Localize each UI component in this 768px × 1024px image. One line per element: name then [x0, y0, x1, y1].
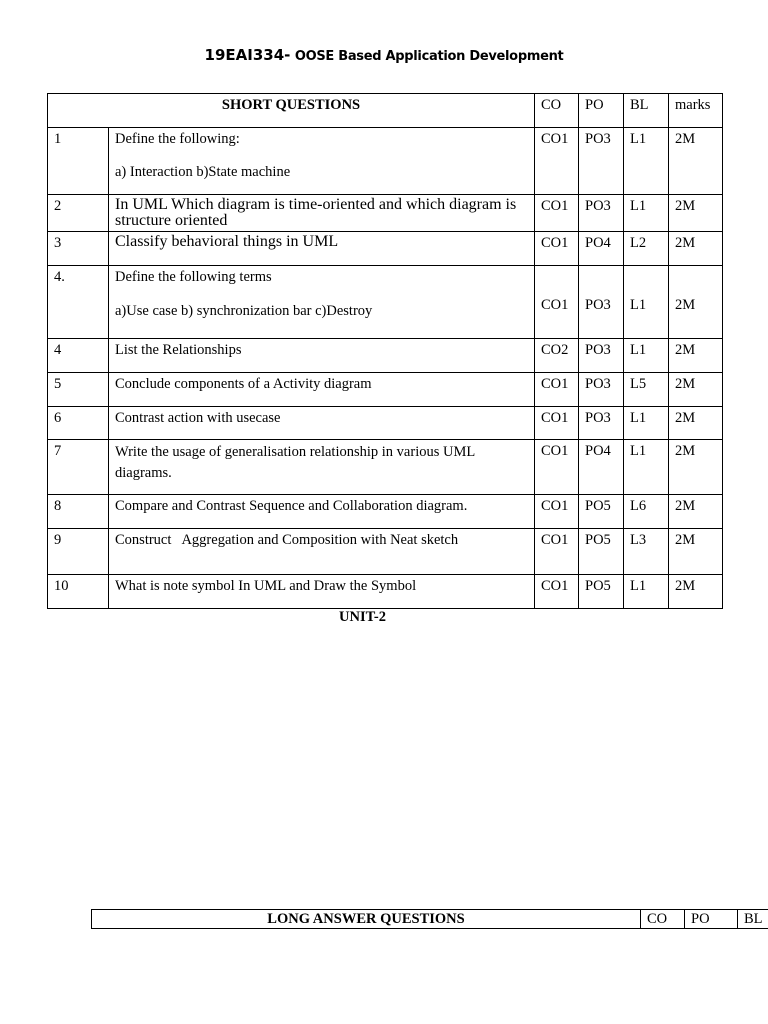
po-cell: PO5	[579, 575, 624, 609]
po-cell: PO4	[579, 440, 624, 495]
table-row	[48, 575, 723, 609]
question-number: 10	[48, 575, 109, 609]
po-cell: PO3	[579, 266, 624, 339]
co-cell: CO1	[535, 529, 579, 575]
question-number: 4	[48, 339, 109, 373]
marks-cell: 2M	[669, 440, 723, 495]
bl-cell: L1	[624, 266, 669, 339]
question-text	[109, 128, 535, 195]
question-line: Define the following terms	[115, 269, 272, 285]
po-cell: PO3	[579, 373, 624, 407]
col-header-marks: marks	[669, 94, 723, 128]
question-text: Classify behavioral things in UML	[109, 232, 535, 266]
question-number: 4.	[48, 266, 109, 339]
table-row	[48, 232, 723, 266]
co-cell: CO1	[535, 128, 579, 195]
long-answer-heading: LONG ANSWER QUESTIONS	[92, 910, 641, 929]
marks-cell: 2M	[669, 195, 723, 232]
col-header-po: PO	[685, 910, 738, 929]
long-answer-table	[91, 909, 768, 929]
marks-cell: 2M	[669, 128, 723, 195]
question-text: In UML Which diagram is time-oriented and which diagram is structure oriented	[109, 195, 535, 232]
po-cell: PO3	[579, 128, 624, 195]
question-text: Contrast action with usecase	[109, 407, 535, 440]
question-text	[109, 266, 535, 339]
co-cell: CO1	[535, 373, 579, 407]
bl-cell: L2	[624, 232, 669, 266]
document-title	[0, 46, 768, 64]
po-cell: PO5	[579, 529, 624, 575]
bl-cell: L5	[624, 373, 669, 407]
table-row	[48, 195, 723, 232]
question-line: Define the following:	[115, 131, 240, 147]
question-number: 2	[48, 195, 109, 232]
question-number: 6	[48, 407, 109, 440]
bl-cell: L1	[624, 440, 669, 495]
question-number: 9	[48, 529, 109, 575]
bl-cell: L1	[624, 407, 669, 440]
col-header-co: CO	[641, 910, 685, 929]
table-row	[48, 266, 723, 339]
marks-cell: 2M	[669, 575, 723, 609]
co-cell: CO2	[535, 339, 579, 373]
col-header-co: CO	[535, 94, 579, 128]
table-header-row	[48, 94, 723, 128]
bl-cell: L1	[624, 575, 669, 609]
question-text: Conclude components of a Activity diagram	[109, 373, 535, 407]
table-row	[48, 128, 723, 195]
question-number: 8	[48, 495, 109, 529]
co-cell: CO1	[535, 440, 579, 495]
marks-cell: 2M	[669, 266, 723, 339]
col-header-bl: BL	[624, 94, 669, 128]
bl-cell: L1	[624, 339, 669, 373]
question-text: List the Relationships	[109, 339, 535, 373]
short-questions-heading: SHORT QUESTIONS	[48, 94, 535, 128]
short-questions-table	[47, 93, 723, 609]
co-cell: CO1	[535, 232, 579, 266]
marks-cell: 2M	[669, 232, 723, 266]
question-text: What is note symbol In UML and Draw the Symbol	[109, 575, 535, 609]
marks-cell: 2M	[669, 495, 723, 529]
course-name: OOSE Based Application Development	[294, 49, 564, 64]
unit-heading: UNIT-2	[339, 609, 387, 625]
co-cell: CO1	[535, 575, 579, 609]
marks-cell: 2M	[669, 373, 723, 407]
question-number: 5	[48, 373, 109, 407]
col-header-bl: BL	[738, 910, 768, 929]
question-number: 3	[48, 232, 109, 266]
table-row	[48, 339, 723, 373]
table-row	[48, 407, 723, 440]
question-number: 7	[48, 440, 109, 495]
bl-cell: L1	[624, 195, 669, 232]
marks-cell: 2M	[669, 529, 723, 575]
question-text: Construct Aggregation and Composition with Neat sketch	[109, 529, 535, 575]
question-text: Compare and Contrast Sequence and Collaboration diagram.	[109, 495, 535, 529]
question-number: 1	[48, 128, 109, 195]
bl-cell: L3	[624, 529, 669, 575]
table-row	[48, 529, 723, 575]
co-cell: CO1	[535, 195, 579, 232]
question-line: a)Use case b) synchronization bar c)Destroy	[115, 303, 373, 319]
question-text: Write the usage of generalisation relationship in various UML diagrams.	[109, 440, 535, 495]
po-cell: PO5	[579, 495, 624, 529]
question-line: a) Interaction b)State machine	[115, 164, 291, 180]
po-cell: PO3	[579, 407, 624, 440]
po-cell: PO4	[579, 232, 624, 266]
col-header-po: PO	[579, 94, 624, 128]
table-row	[48, 440, 723, 495]
co-cell: CO1	[535, 266, 579, 339]
po-cell: PO3	[579, 339, 624, 373]
po-cell: PO3	[579, 195, 624, 232]
table-row	[48, 495, 723, 529]
table-header-row	[92, 910, 768, 929]
marks-cell: 2M	[669, 339, 723, 373]
bl-cell: L6	[624, 495, 669, 529]
course-code: 19EAI334-	[204, 46, 291, 64]
co-cell: CO1	[535, 407, 579, 440]
bl-cell: L1	[624, 128, 669, 195]
table-row	[48, 373, 723, 407]
co-cell: CO1	[535, 495, 579, 529]
marks-cell: 2M	[669, 407, 723, 440]
